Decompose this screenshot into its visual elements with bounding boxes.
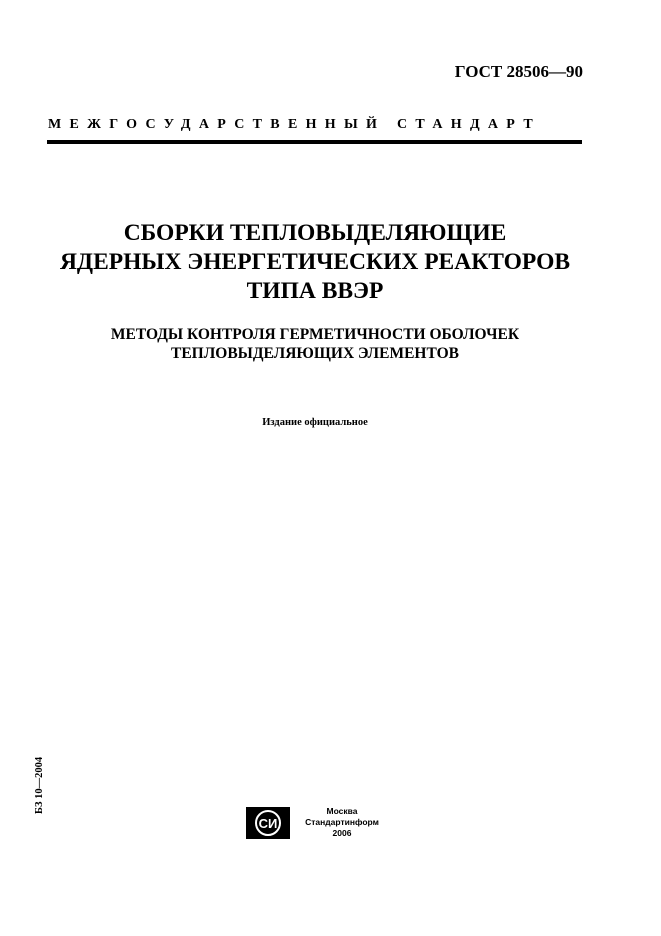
standard-type-heading: МЕЖГОСУДАРСТВЕННЫЙ СТАНДАРТ xyxy=(48,117,541,132)
title-line: ЯДЕРНЫХ ЭНЕРГЕТИЧЕСКИХ РЕАКТОРОВ xyxy=(59,249,571,275)
publisher-year: 2006 xyxy=(332,828,352,838)
header-divider xyxy=(47,140,582,144)
document-title xyxy=(0,219,630,306)
logo-letters: СИ xyxy=(258,816,278,831)
document-number: ГОСТ 28506—90 xyxy=(454,62,583,81)
title-line: СБОРКИ ТЕПЛОВЫДЕЛЯЮЩИЕ xyxy=(123,220,507,246)
edition-label: Издание официальное xyxy=(262,417,368,428)
subtitle-line: МЕТОДЫ КОНТРОЛЯ ГЕРМЕТИЧНОСТИ ОБОЛОЧЕК xyxy=(110,326,520,343)
publisher-imprint xyxy=(297,806,387,839)
side-code: БЗ 10—2004 xyxy=(34,756,45,814)
title-line: ТИПА ВВЭР xyxy=(246,278,384,304)
document-subtitle xyxy=(0,325,630,363)
publisher-name: Стандартинформ xyxy=(305,817,379,827)
subtitle-line: ТЕПЛОВЫДЕЛЯЮЩИХ ЭЛЕМЕНТОВ xyxy=(170,345,459,362)
publisher-city: Москва xyxy=(326,806,358,816)
standartinform-logo-icon xyxy=(246,807,290,839)
